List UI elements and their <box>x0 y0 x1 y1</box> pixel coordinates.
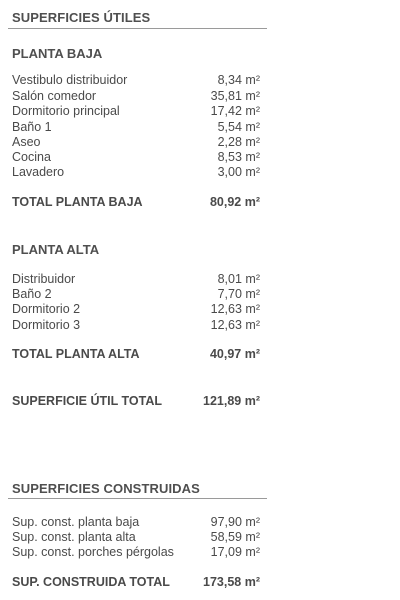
table-row-label: Cocina <box>12 150 51 164</box>
table-row-value: 8,34 m² <box>217 73 260 87</box>
table-row-value: 12,63 m² <box>210 302 260 316</box>
table-row-value: 7,70 m² <box>217 287 260 301</box>
total-value-planta-alta: 40,97 m² <box>209 347 260 361</box>
table-row-label: Sup. const. porches pérgolas <box>12 545 174 559</box>
table-row-label: Baño 2 <box>12 287 52 301</box>
total-label-planta-alta: TOTAL PLANTA ALTA <box>12 347 140 361</box>
table-row-value: 3,00 m² <box>217 165 260 179</box>
table-row-value: 58,59 m² <box>210 530 260 544</box>
table-row-value: 2,28 m² <box>217 135 260 149</box>
table-row-label: Sup. const. planta alta <box>12 530 136 544</box>
table-row-label: Dormitorio 3 <box>12 318 81 332</box>
table-row-value: 17,42 m² <box>210 104 260 118</box>
total-label-superficie-util: SUPERFICIE ÚTIL TOTAL <box>12 394 163 408</box>
total-label-planta-baja: TOTAL PLANTA BAJA <box>12 195 143 209</box>
section-title-utiles: SUPERFICIES ÚTILES <box>12 10 151 25</box>
table-row-value: 17,09 m² <box>210 545 260 559</box>
group-title-planta-baja: PLANTA BAJA <box>12 46 103 61</box>
table-row-value: 12,63 m² <box>210 318 260 332</box>
table-row-label: Dormitorio principal <box>12 104 120 118</box>
total-label-construida: SUP. CONSTRUIDA TOTAL <box>12 575 170 589</box>
table-row-label: Baño 1 <box>12 120 52 134</box>
table-row-value: 97,90 m² <box>210 515 260 529</box>
table-row-value: 5,54 m² <box>217 120 260 134</box>
table-row-label: Dormitorio 2 <box>12 302 81 316</box>
group-title-planta-alta: PLANTA ALTA <box>12 242 100 257</box>
total-value-superficie-util: 121,89 m² <box>203 394 260 408</box>
table-row-label: Sup. const. planta baja <box>12 515 140 529</box>
section-title-construidas: SUPERFICIES CONSTRUIDAS <box>12 481 200 496</box>
section-divider-construidas <box>8 498 267 499</box>
table-row-label: Lavadero <box>12 165 65 179</box>
total-value-planta-baja: 80,92 m² <box>209 195 260 209</box>
table-row-label: Salón comedor <box>12 89 97 103</box>
table-row-value: 8,53 m² <box>217 150 260 164</box>
total-value-construida: 173,58 m² <box>203 575 260 589</box>
table-row-value: 35,81 m² <box>210 89 260 103</box>
table-row-label: Distribuidor <box>12 272 76 286</box>
section-divider-utiles <box>8 28 267 29</box>
table-row-value: 8,01 m² <box>217 272 260 286</box>
table-row-label: Aseo <box>12 135 41 149</box>
table-row-label: Vestibulo distribuidor <box>12 73 128 87</box>
